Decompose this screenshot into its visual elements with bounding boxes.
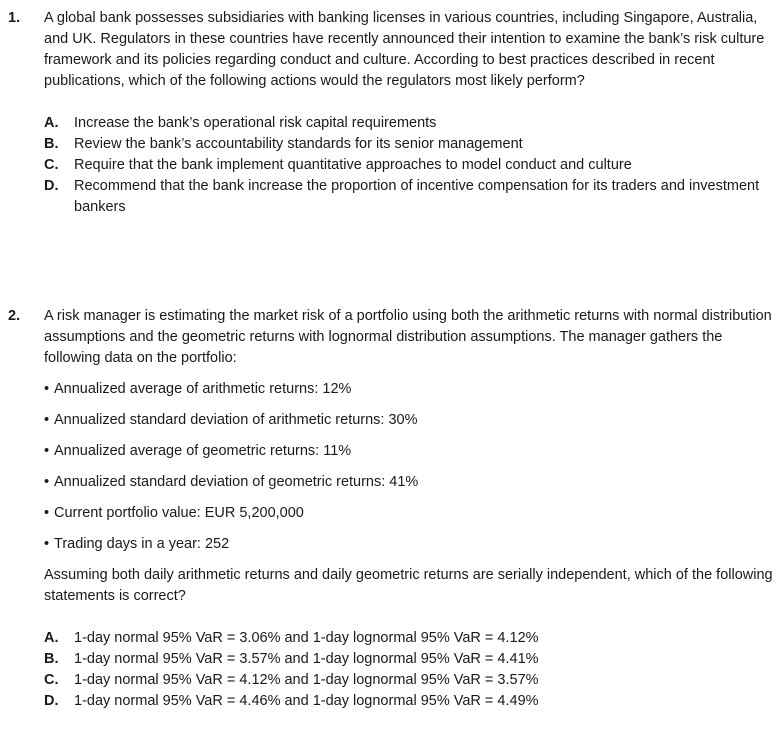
option-text: 1-day normal 95% VaR = 3.06% and 1-day lognormal 95% VaR = 4.12% (74, 630, 539, 646)
bullet-text: Annualized standard deviation of geometric returns: 41% (54, 474, 419, 490)
option-b[interactable] (44, 649, 774, 670)
option-text: 1-day normal 95% VaR = 4.46% and 1-day lognormal 95% VaR = 4.49% (74, 693, 539, 709)
bullet-text: Annualized average of arithmetic returns: 12% (54, 381, 352, 397)
answer-options (44, 113, 774, 218)
bullet-item (44, 441, 774, 462)
bullet-item (44, 410, 774, 431)
option-letter: B. (44, 651, 59, 667)
option-b[interactable] (44, 134, 774, 155)
bullet-icon: • (44, 474, 50, 490)
option-letter: C. (44, 672, 59, 688)
bullet-icon: • (44, 381, 50, 397)
bullet-text: Current portfolio value: EUR 5,200,000 (54, 505, 304, 521)
option-text: Require that the bank implement quantitative approaches to model conduct and culture (74, 157, 632, 173)
bullet-icon: • (44, 536, 50, 552)
option-letter: D. (44, 178, 59, 194)
option-c[interactable] (44, 155, 774, 176)
question-body (44, 8, 774, 218)
bullet-item (44, 472, 774, 493)
question-stem: A global bank possesses subsidiaries with banking licenses in various countries, including Singapore, Australia, and UK. Regulators in these countries have recently announced their intention to examine the bank’s risk culture framework and its policies regarding conduct and culture. According to best practices described in recent publications, which of the following actions would the regulators most likely perform? (44, 10, 765, 89)
option-letter: A. (44, 630, 59, 646)
option-text: Recommend that the bank increase the proportion of incentive compensation for its traders and investment bankers (74, 178, 760, 215)
bullet-text: Trading days in a year: 252 (54, 536, 230, 552)
bullet-icon: • (44, 412, 50, 428)
bullet-icon: • (44, 443, 50, 459)
option-d[interactable] (44, 176, 774, 218)
answer-options (44, 628, 774, 712)
option-d[interactable] (44, 691, 774, 712)
option-text: 1-day normal 95% VaR = 4.12% and 1-day lognormal 95% VaR = 3.57% (74, 672, 539, 688)
option-a[interactable] (44, 628, 774, 649)
bullet-text: Annualized average of geometric returns: 11% (54, 443, 352, 459)
option-letter: B. (44, 136, 59, 152)
option-text: Review the bank’s accountability standards for its senior management (74, 136, 523, 152)
question-body (44, 306, 774, 712)
question-number: 1. (8, 10, 21, 26)
option-letter: A. (44, 115, 59, 131)
bullet-item (44, 534, 774, 555)
bullet-item (44, 379, 774, 400)
bullet-item (44, 503, 774, 524)
question-number: 2. (8, 308, 21, 324)
question-prompt: Assuming both daily arithmetic returns and daily geometric returns are serially independent, which of the following statements is correct? (44, 567, 773, 604)
question-stem: A risk manager is estimating the market risk of a portfolio using both the arithmetic returns with normal distribution assumptions and the geometric returns with lognormal distribution assumptions. The manager gathers the following data on the portfolio: (44, 308, 772, 366)
option-a[interactable] (44, 113, 774, 134)
option-c[interactable] (44, 670, 774, 691)
data-bullet-list (44, 379, 774, 555)
option-letter: C. (44, 157, 59, 173)
bullet-icon: • (44, 505, 50, 521)
option-letter: D. (44, 693, 59, 709)
bullet-text: Annualized standard deviation of arithmetic returns: 30% (54, 412, 418, 428)
option-text: Increase the bank’s operational risk capital requirements (74, 115, 437, 131)
option-text: 1-day normal 95% VaR = 3.57% and 1-day lognormal 95% VaR = 4.41% (74, 651, 539, 667)
